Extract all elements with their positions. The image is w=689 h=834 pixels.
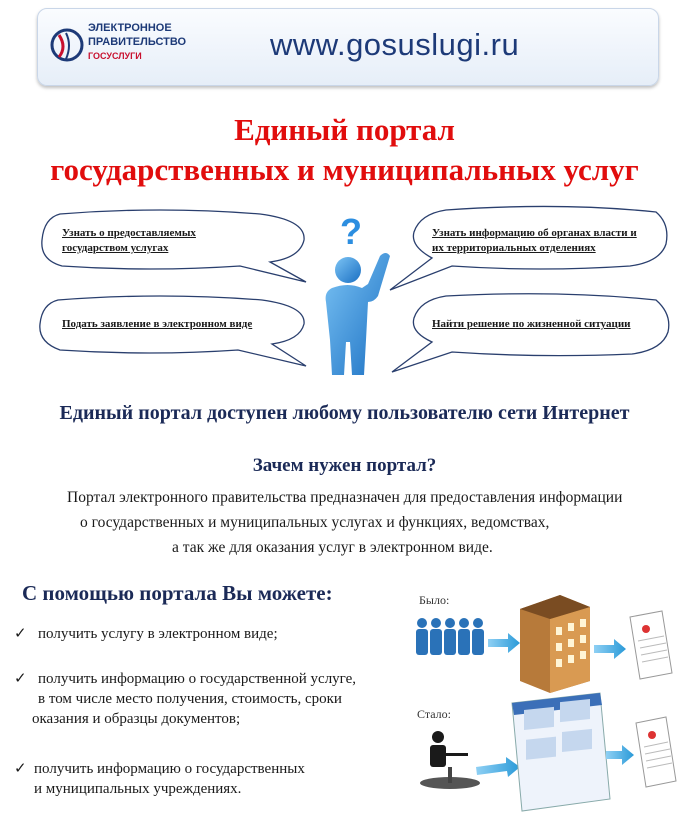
arrow-icon [476, 757, 520, 777]
document-icon [630, 611, 672, 679]
can-item-1 [38, 624, 278, 644]
check-icon: ✓ [14, 761, 27, 777]
can-item-1-line-1: получить услугу в электронном виде; [38, 626, 278, 642]
arrow-icon [594, 639, 626, 659]
can-item-2-line-3: оказания и образцы документов; [32, 711, 241, 727]
office-building-icon [520, 595, 590, 693]
person-laptop-icon [420, 731, 480, 789]
page-title-line-1: Единый портал [234, 112, 455, 147]
web-page-icon [512, 693, 610, 811]
can-item-3-line-2: и муниципальных учреждениях. [34, 781, 242, 797]
why-heading: Зачем нужен портал? [252, 455, 437, 476]
can-item-3 [34, 759, 305, 799]
question-person-icon [318, 210, 393, 380]
bubble-top-right-line-2: их территориальных отделениях [432, 242, 596, 254]
bubble-top-right-line-1: Узнать информацию об органах власти и [432, 227, 637, 239]
bubble-top-left-text [62, 226, 196, 256]
bubble-top-right-text [432, 226, 637, 256]
before-label: Было: [419, 593, 450, 607]
page-title-line-2: государственных и муниципальных услуг [50, 152, 639, 187]
arrow-icon [488, 633, 520, 653]
logo-line-1: ЭЛЕКТРОННОЕ [88, 22, 172, 34]
site-url: www.gosuslugi.ru [270, 27, 520, 62]
bubble-bottom-right [392, 294, 669, 372]
after-label: Стало: [417, 707, 451, 721]
bubble-top-left-line-1: Узнать о предоставляемых [62, 227, 196, 239]
logo-line-2: ПРАВИТЕЛЬСТВО [88, 36, 187, 48]
logo-line-3: ГОСУСЛУГИ [88, 51, 142, 61]
why-line-2: о государственных и муниципальных услугах и функциях, ведомствах, [80, 514, 550, 531]
can-heading: С помощью портала Вы можете: [22, 581, 333, 605]
can-item-3-line-1: получить информацию о государственных [34, 761, 305, 777]
document-icon [636, 717, 676, 787]
can-item-2-line-2: в том числе место получения, стоимость, сроки [38, 691, 342, 707]
bubble-bottom-right-text: Найти решение по жизненной ситуации [432, 318, 631, 330]
availability-statement: Единый портал доступен любому пользователю сети Интернет [59, 402, 630, 424]
can-item-2-line-1: получить информацию о государственной услуге, [38, 671, 357, 687]
people-queue-icon [416, 618, 484, 655]
bubble-bottom-left-text: Подать заявление в электронном виде [62, 318, 253, 330]
check-icon: ✓ [14, 626, 27, 642]
arrow-icon [606, 745, 634, 765]
process-illustration [400, 585, 685, 825]
bubble-top-left-line-2: государством услугах [62, 242, 169, 254]
can-item-2 [32, 669, 357, 729]
why-line-3: а так же для оказания услуг в электронном виде. [172, 539, 493, 556]
why-line-1: Портал электронного правительства предназначен для предоставления информации [67, 489, 623, 506]
check-icon: ✓ [14, 671, 27, 687]
svg-text:?: ? [340, 211, 362, 252]
